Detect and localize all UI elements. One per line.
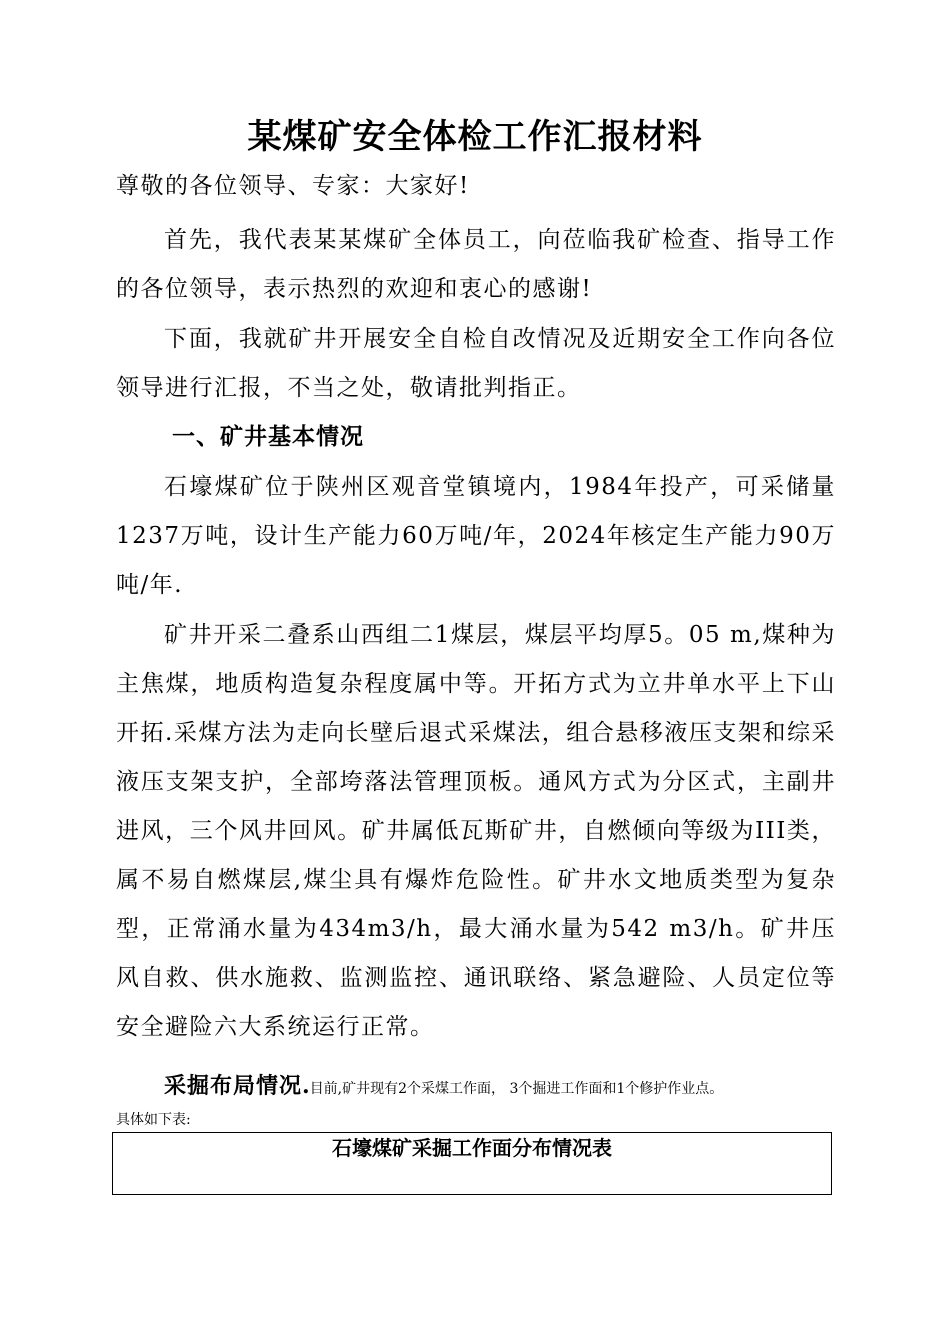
mining-layout-continuation: 具体如下表:	[116, 1112, 191, 1128]
greeting: 尊敬的各位领导、专家：大家好!	[116, 173, 470, 199]
mining-layout-line	[164, 1064, 864, 1111]
section-heading-basic-info: 一、矿井基本情况	[172, 424, 364, 450]
table-title: 石壕煤矿采掘工作面分布情况表	[332, 1136, 612, 1160]
document-title: 某煤矿安全体检工作汇报材料	[247, 117, 703, 157]
mining-layout-dot: .	[302, 1073, 310, 1099]
paragraph-location: 石壕煤矿位于陕州区观音堂镇境内，1984年投产，可采储量1237万吨，设计生产能力60万吨/年，2024年核定生产能力90万吨/年.	[116, 474, 836, 598]
paragraph-report: 下面，我就矿井开展安全自检自改情况及近期安全工作向各位领导进行汇报，不当之处，敬请批判指正。	[116, 326, 836, 401]
distribution-table	[112, 1132, 832, 1195]
paragraph-geology: 矿井开采二叠系山西组二1煤层，煤层平均厚5。05 m,煤种为主焦煤，地质构造复杂程度属中等。开拓方式为立井单水平上下山开拓.采煤方法为走向长壁后退式采煤法，组合悬移液压支架和综采液压支架支护，全部垮落法管理顶板。通风方式为分区式，主副井进风，三个风井回风。矿井属低瓦斯矿井，自燃倾向等级为III类，属不易自燃煤层,煤尘具有爆炸危险性。矿井水文地质类型为复杂型，正常涌水量为434m3/h，最大涌水量为542 m3/h。矿井压风自救、供水施救、监测监控、通讯联络、紧急避险、人员定位等安全避险六大系统运行正常。	[116, 622, 836, 1040]
mining-layout-text: 目前,矿井现有2个采煤工作面， 3个掘进工作面和1个修护作业点。	[309, 1081, 724, 1097]
mining-layout-heading: 采掘布局情况	[164, 1073, 303, 1099]
paragraph-intro: 首先，我代表某某煤矿全体员工，向莅临我矿检查、指导工作的各位领导，表示热烈的欢迎和衷心的感谢!	[116, 227, 836, 302]
